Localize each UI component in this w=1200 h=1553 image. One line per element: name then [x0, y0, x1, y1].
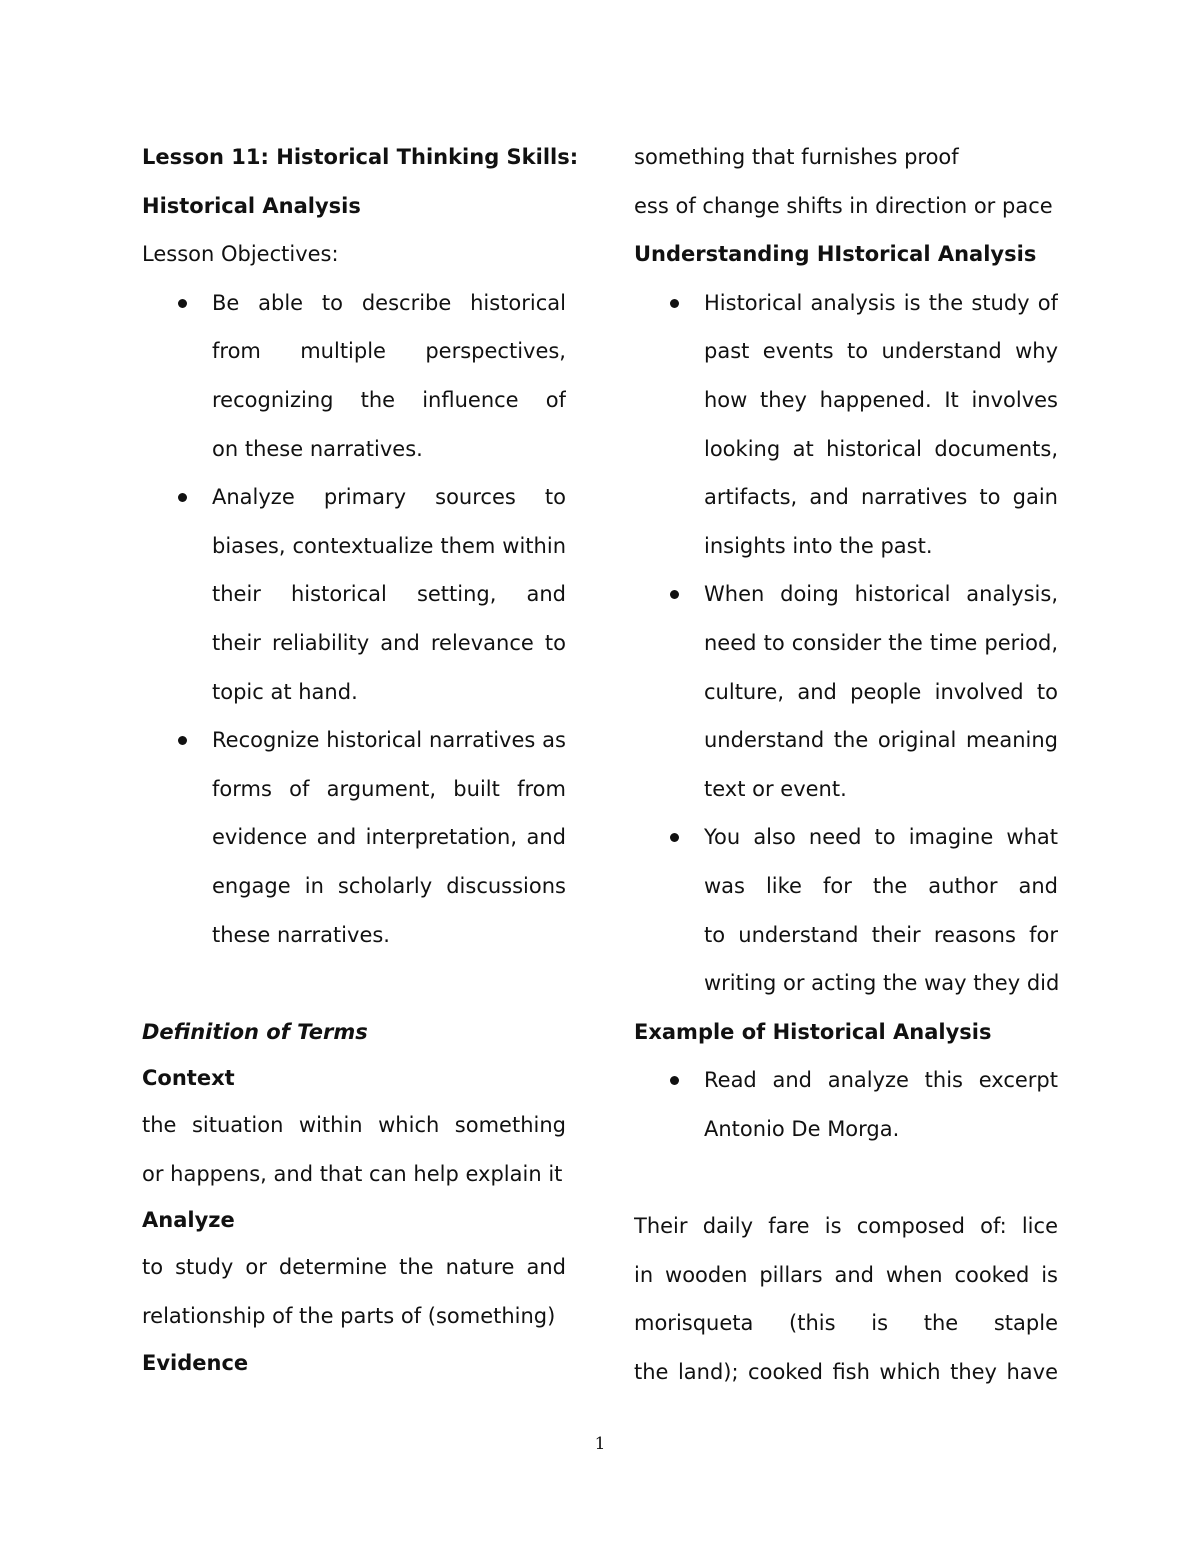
list-item-line: evidence and interpretation, and [212, 825, 566, 850]
continued-definition: something that furnishes proof [634, 145, 959, 169]
list-item-line: looking at historical documents, [704, 436, 1058, 461]
terms-list [142, 1056, 566, 1385]
term-definition-line: or happens, and that can help explain it [142, 1161, 563, 1186]
term-heading: Context [142, 1066, 235, 1091]
list-item-line: culture, and people involved to [704, 679, 1058, 704]
list-item-line: to understand their reasons for [704, 922, 1058, 947]
lesson-title: Lesson 11: Historical Thinking Skills: [142, 145, 579, 169]
list-item-line: When doing historical analysis, [704, 582, 1058, 607]
list-item-line: artifacts, and narratives to gain [704, 485, 1058, 510]
list-item-line: Read and analyze this excerpt [704, 1068, 1058, 1093]
list-item-line: their reliability and relevance to [212, 630, 566, 655]
list-item-line: biases, contextualize them within [212, 533, 566, 558]
understanding-list [634, 279, 1058, 1008]
list-item [142, 716, 566, 959]
list-item-line: You also need to imagine what [704, 825, 1058, 850]
list-item [142, 473, 566, 716]
list-item [634, 570, 1058, 813]
list-item-line: their historical setting, and [212, 582, 566, 607]
list-item-line: forms of argument, built from [212, 776, 566, 801]
list-item-line: recognizing the influence of [212, 387, 566, 412]
excerpt-line: the land); cooked fish which they have [634, 1359, 1058, 1384]
term-heading: Analyze [142, 1208, 235, 1233]
list-item-line: Antonio De Morga. [704, 1116, 900, 1141]
list-item-line: topic at hand. [212, 679, 358, 704]
list-item [634, 813, 1058, 1007]
excerpt-line: in wooden pillars and when cooked is [634, 1262, 1058, 1287]
list-item-line: from multiple perspectives, [212, 339, 566, 364]
list-item-line: text or event. [704, 776, 847, 801]
list-item [634, 1056, 1058, 1153]
list-item-line: Recognize historical narratives as [212, 728, 566, 753]
bullet-icon [670, 1076, 679, 1085]
term-heading: Evidence [142, 1350, 249, 1375]
bullet-icon [670, 833, 679, 842]
objectives-label: Lesson Objectives: [142, 242, 339, 267]
list-item-line: understand the original meaning [704, 728, 1058, 753]
right-column [634, 133, 1058, 1396]
excerpt-paragraph [634, 1202, 1058, 1396]
list-item-line: was like for the author and [704, 873, 1058, 898]
list-item [634, 279, 1058, 571]
definition-heading: Definition of Terms [142, 1019, 368, 1044]
list-item [142, 279, 566, 473]
bullet-icon [670, 299, 679, 308]
term-definition-line: relationship of the parts of (something) [142, 1304, 556, 1329]
example-heading: Example of Historical Analysis [634, 1019, 992, 1044]
list-item-line: on these narratives. [212, 436, 423, 461]
objectives-list [142, 279, 566, 959]
list-item-line: Analyze primary sources to [212, 485, 566, 510]
list-item-line: need to consider the time period, [704, 630, 1058, 655]
continued-text: ess of change shifts in direction or pace [634, 193, 1053, 218]
list-item-line: insights into the past. [704, 533, 933, 558]
list-item-line: these narratives. [212, 922, 390, 947]
page-number: 1 [594, 1434, 606, 1454]
list-item-line: how they happened. It involves [704, 387, 1058, 412]
excerpt-line: morisqueta (this is the staple [634, 1311, 1058, 1336]
term-definition-line: the situation within which something [142, 1113, 566, 1138]
left-column [142, 133, 579, 1386]
bullet-icon [178, 736, 187, 745]
list-item-line: Be able to describe historical [212, 290, 566, 315]
list-item-line: past events to understand why [704, 339, 1058, 364]
list-item-line: writing or acting the way they did [704, 971, 1060, 996]
bullet-icon [178, 493, 187, 502]
understanding-heading: Understanding HIstorical Analysis [634, 242, 1037, 267]
lesson-subtitle: Historical Analysis [142, 193, 361, 218]
term-definition-line: to study or determine the nature and [142, 1255, 566, 1280]
bullet-icon [178, 299, 187, 308]
example-list [634, 1056, 1058, 1153]
list-item-line: engage in scholarly discussions [212, 873, 566, 898]
excerpt-line: Their daily fare is composed of: lice [634, 1214, 1058, 1239]
list-item-line: Historical analysis is the study of [704, 290, 1058, 315]
bullet-icon [670, 590, 679, 599]
